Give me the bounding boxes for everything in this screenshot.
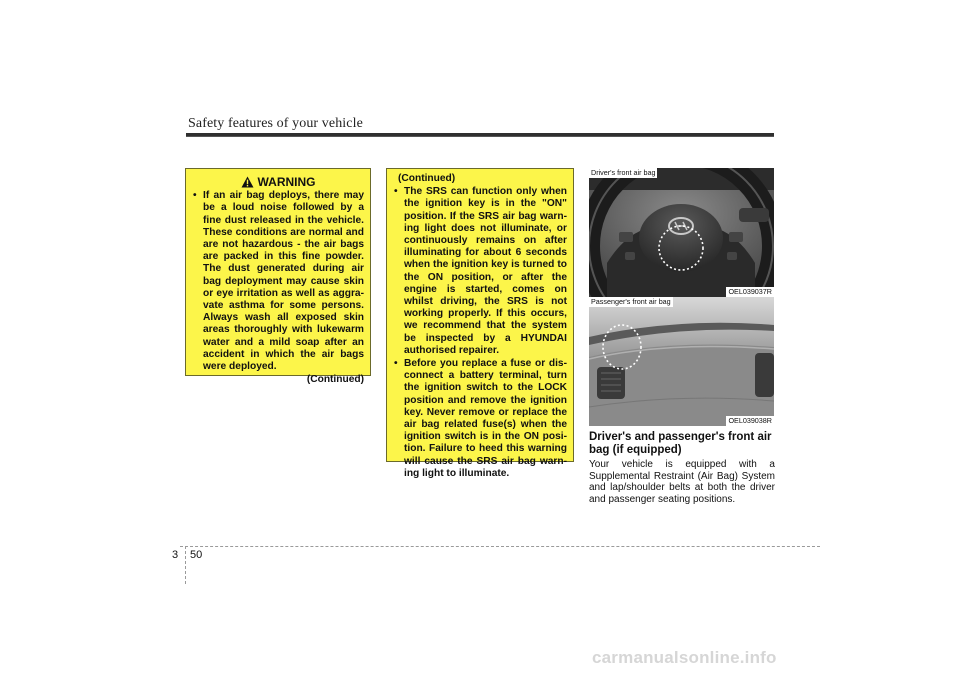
driver-airbag-figure bbox=[589, 168, 774, 297]
continued-bullet-list bbox=[393, 186, 567, 480]
page-header-title: Safety features of your vehicle bbox=[188, 116, 363, 131]
header-rule-thin bbox=[186, 136, 774, 137]
continued-heading: (Continued) bbox=[398, 173, 456, 184]
watermark: carmanualsonline.info bbox=[592, 648, 777, 667]
section-heading: Driver's and passenger's front air bag (if equipped) bbox=[589, 431, 772, 456]
warning-box bbox=[185, 168, 371, 386]
chapter-number: 3 bbox=[172, 549, 179, 561]
page-number: 50 bbox=[190, 549, 203, 561]
warning-title-text: WARNING bbox=[257, 175, 316, 189]
section-body-text: Your vehicle is equipped with a Supplemental Restraint (Air Bag) System and lap/shoulder belts at both the driver and passenger seating positions. bbox=[589, 459, 775, 505]
continued-bullet: • The SRS can function only when the ignition key is in the "ON" position. If the SRS air bag warn-ing light does not illuminate, or continuously remains on after illuminating for about 6 seconds when the ignition key is turned to the ON position, or after the engine is started, comes on whilst driving, the SRS is not working properly. If this occurs, we recommend that the system be inspected by a HYUNDAI authorised repairer. bbox=[393, 186, 567, 357]
warning-bullet-list bbox=[192, 190, 364, 373]
warning-bullet: • If an air bag deploys, there may be a loud noise followed by a fine dust released in the vehicle. These conditions are normal and are not hazardous - the air bags are packed in this fine powder. The dust generated during air bag deployment may cause skin or eye irritation as well as aggra-vate asthma for some persons. Always wash all exposed skin areas thoroughly with lukewarm water and a mild soap after an accident in which the air bags were deployed. bbox=[192, 190, 364, 373]
passenger-figure-caption: Passenger's front air bag bbox=[591, 297, 671, 306]
continued-box bbox=[386, 168, 574, 479]
driver-figure-caption: Driver's front air bag bbox=[591, 168, 656, 177]
footer-vertical-rule bbox=[185, 546, 186, 584]
warning-continued: (Continued) bbox=[306, 374, 364, 386]
warning-title bbox=[192, 176, 364, 188]
passenger-airbag-figure bbox=[589, 297, 774, 426]
footer-rule bbox=[180, 546, 820, 547]
passenger-figure-code: OEL039038R bbox=[728, 416, 772, 425]
driver-figure-code: OEL039037R bbox=[728, 287, 772, 296]
continued-bullet: • Before you replace a fuse or dis-connect a battery terminal, turn the ignition switch to the LOCK position and remove the ignition key. Never remove or replace the air bag related fuse(s) when the ignition switch is in the ON posi-tion. Failure to heed this warning will cause the SRS air bag warn-ing light to illuminate. bbox=[393, 358, 567, 480]
steering-wheel-illustration bbox=[589, 168, 774, 297]
dashboard-illustration bbox=[589, 297, 774, 426]
warning-triangle-icon bbox=[241, 176, 254, 188]
